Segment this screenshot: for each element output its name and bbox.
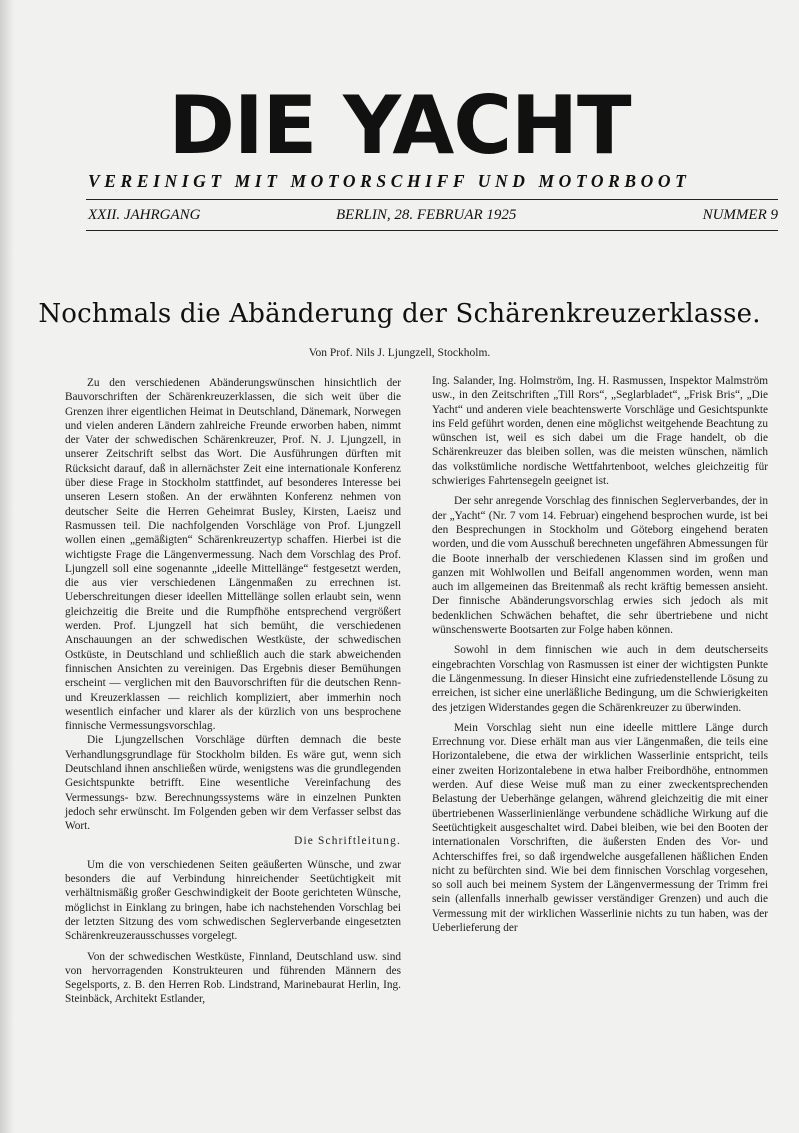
paragraph: Mein Vorschlag sieht nun eine ideelle mittlere Länge durch Errechnung vor. Diese erhält man aus vier Längenmaßen, die teils eine Horizontalebene, die etwa der wirklichen Wasserlinie entspricht, teils einer zweiten Horizontalebene in etwa halber Freibordhöhe, entnommen werden. Auf diese Weise muß man zu einer zweckentsprechenden Belastung der Ueberhänge gelangen, während gleichzeitig die mit einer übertriebenen Wasserlinienlänge verbundene schädliche Wirkung auf die Seetüchtigkeit ausgeschaltet wird. Dabei bleiben, wie bei den Booten der internationalen Vorschriften, die äußersten Enden des Vor- und Achterschiffes frei, so daß irgendwelche ausgefallenen häßlichen Enden nicht zu befürchten sind. Wie bei dem finnischen Vorschlag vorgesehen, so soll auch bei meinem System der Längenvermessung der Trimm frei sein (allenfalls innerhalb gewisser verständiger Grenzen) und auch die Vermessung mit der wirklichen Wasserlinie nichts zu tun haben, was der Ueberlieferung der [432, 721, 768, 934]
paragraph: Sowohl in dem finnischen wie auch in dem deutscherseits eingebrachten Vorschlag von Rasmussen ist einer der wichtigsten Punkte die Längenmessung. In dieser Hinsicht eine zufriedenstellende Lösung zu erreichen, ist sicher eine unerläßliche Bedingung, um die Schwierigkeiten des jetzigen Widerstandes gegen die Schärenkreuzer zu überwinden. [432, 644, 768, 714]
article-column-left [65, 376, 401, 1007]
header-rule-bottom [86, 230, 778, 231]
page-edge-shadow [0, 0, 14, 1133]
article-title: Nochmals die Abänderung der Schärenkreuzerklasse. [38, 299, 761, 329]
editor-signature: Die Schriftleitung. [294, 834, 401, 847]
paragraph: Um die von verschiedenen Seiten geäußerten Wünsche, und zwar besonders die auf Verbindung hinreichender Seetüchtigkeit mit verhältnismäßig großer Geschwindigkeit der Boote gerichteten Wünsche, möglichst in Einklang zu bringen, habe ich nachstehenden Vorschlag bei der letzten Sitzung des vom schwedischen Seglerverbande eingesetzten Schärenkreuzerausschusses vorgelegt. [65, 858, 401, 943]
paragraph: Ing. Salander, Ing. Holmström, Ing. H. Rasmussen, Inspektor Malmström usw., in den Zeitschriften „Till Rors“, „Seglarbladet“, „Frisk Bris“, „Die Yacht“ und anderen viele beachtenswerte Vorschläge und Gesichtspunkte ins Feld geführt worden, denen eine möglichst weitgehende Beachtung zu wünschen ist, weil es sich dabei um die Frage handelt, ob die Schärenkreuzer das bleiben sollen, was die meisten wünschen, nämlich das volkstümliche nordische Wettfahrtenboot, welches gleichzeitig für schwieriges Fahrtensegeln geeignet ist. [432, 375, 768, 488]
paragraph: Von der schwedischen Westküste, Finnland, Deutschland usw. sind von hervorragenden Konstrukteuren und führenden Männern des Segelsports, z. B. den Herren Rob. Lindstrand, Marinebaurat Herlin, Ing. Steinbäck, Architekt Estlander, [65, 950, 401, 1006]
paragraph: Zu den verschiedenen Abänderungswünschen hinsichtlich der Bauvorschriften der Schärenkreuzerklassen, die sich weit über die Grenzen ihrer eigentlichen Heimat in Deutschland, Dänemark, Norwegen und vielen anderen Ländern zahlreiche Freunde erworben haben, nimmt der Vater der schwedischen Schärenkreuzer, Prof. N. J. Ljungzell, in unserer Zeitschrift selbst das Wort. Die Ausführungen dürften mit Rücksicht darauf, daß in allernächster Zeit eine internationale Konferenz über diese Frage in Stockholm stattfindet, auf besonderes Interesse bei unseren Lesern stoßen. An der erwähnten Konferenz nehmen von deutscher Seite die Herren Geheimrat Busley, Kirsten, Laeisz und Rasmussen teil. Die nachfolgenden Vorschläge von Prof. Ljungzell wollen einen „gemäßigten“ Schärenkreuzertyp schaffen. Hierbei ist die wichtigste Frage die Längenvermessung. Nach dem Vorschlag des Prof. Ljungzell soll eine sogenannte „ideelle Mittellänge“ festgesetzt werden, die aus vier verschiedenen Längenmaßen zu errechnen ist. Ueberschreitungen dieser ideellen Mittellänge sollen erlaubt sein, wenn gleichzeitig die Breite und die Rumpfhöhe entsprechend vergrößert werden. Prof. Ljungzell hat sich bemüht, die verschiedenen Anschauungen an der schwedischen Westküste, der schwedischen Ostküste, in Deutschland und schließlich auch die stark abweichenden finnischen Ansichten zu vereinigen. Das Ergebnis dieser Bemühungen erscheint — verglichen mit den Bauvorschriften für die deutschen Renn- und Kreuzerklassen — reichlich kompliziert, aber immerhin noch wesentlich einfacher und klarer als der kürzlich von uns besprochene finnische Vermessungsvorschlag. [65, 377, 401, 733]
issue-date: BERLIN, 28. FEBRUAR 1925 [336, 207, 517, 223]
issue-number: NUMMER 9 [702, 207, 778, 223]
paragraph: Der sehr anregende Vorschlag des finnischen Seglerverbandes, der in der „Yacht“ (Nr. 7 vom 14. Februar) eingehend besprochen wurde, ist bei den Besprechungen in Stockholm und Göteborg eingehend beraten worden, und die vom Ausschuß berechneten ungefähren Abmessungen für die Boote innerhalb der verschiedenen Klassen sind im großen und ganzen mit Wohlwollen und Beifall angenommen worden, wenn man auch im allgemeinen das Breitenmaß als recht kräftig bemessen ansieht. Der finnische Abänderungsvorschlag erwies sich jedoch als mit bedenklichen Schwächen behaftet, die sehr übertriebene und nicht wünschenswerte Bootsarten zur Folge haben können. [432, 495, 768, 637]
masthead-subtitle: VEREINIGT MIT MOTORSCHIFF UND MOTORBOOT [88, 171, 691, 191]
article-byline: Von Prof. Nils J. Ljungzell, Stockholm. [308, 347, 491, 359]
masthead-title: DIE YACHT [168, 79, 631, 172]
issue-line [88, 207, 778, 229]
header-rule-top [86, 199, 778, 200]
issue-year: XXII. JAHRGANG [88, 207, 201, 223]
paragraph: Die Ljungzellschen Vorschläge dürften demnach die beste Verhandlungsgrundlage für Stockholm bilden. Es wäre gut, wenn sich Deutschland ihnen anschließen würde, wenigstens was die grundlegenden Gesichtspunkte betrifft. Eine wesentliche Vereinfachung des Vermessungs- bzw. Berechnungssystems wäre in einzelnen Punkten jedoch sehr erwünscht. Im Folgenden geben wir dem Verfasser selbst das Wort. [65, 734, 401, 833]
article-column-right [432, 374, 768, 935]
